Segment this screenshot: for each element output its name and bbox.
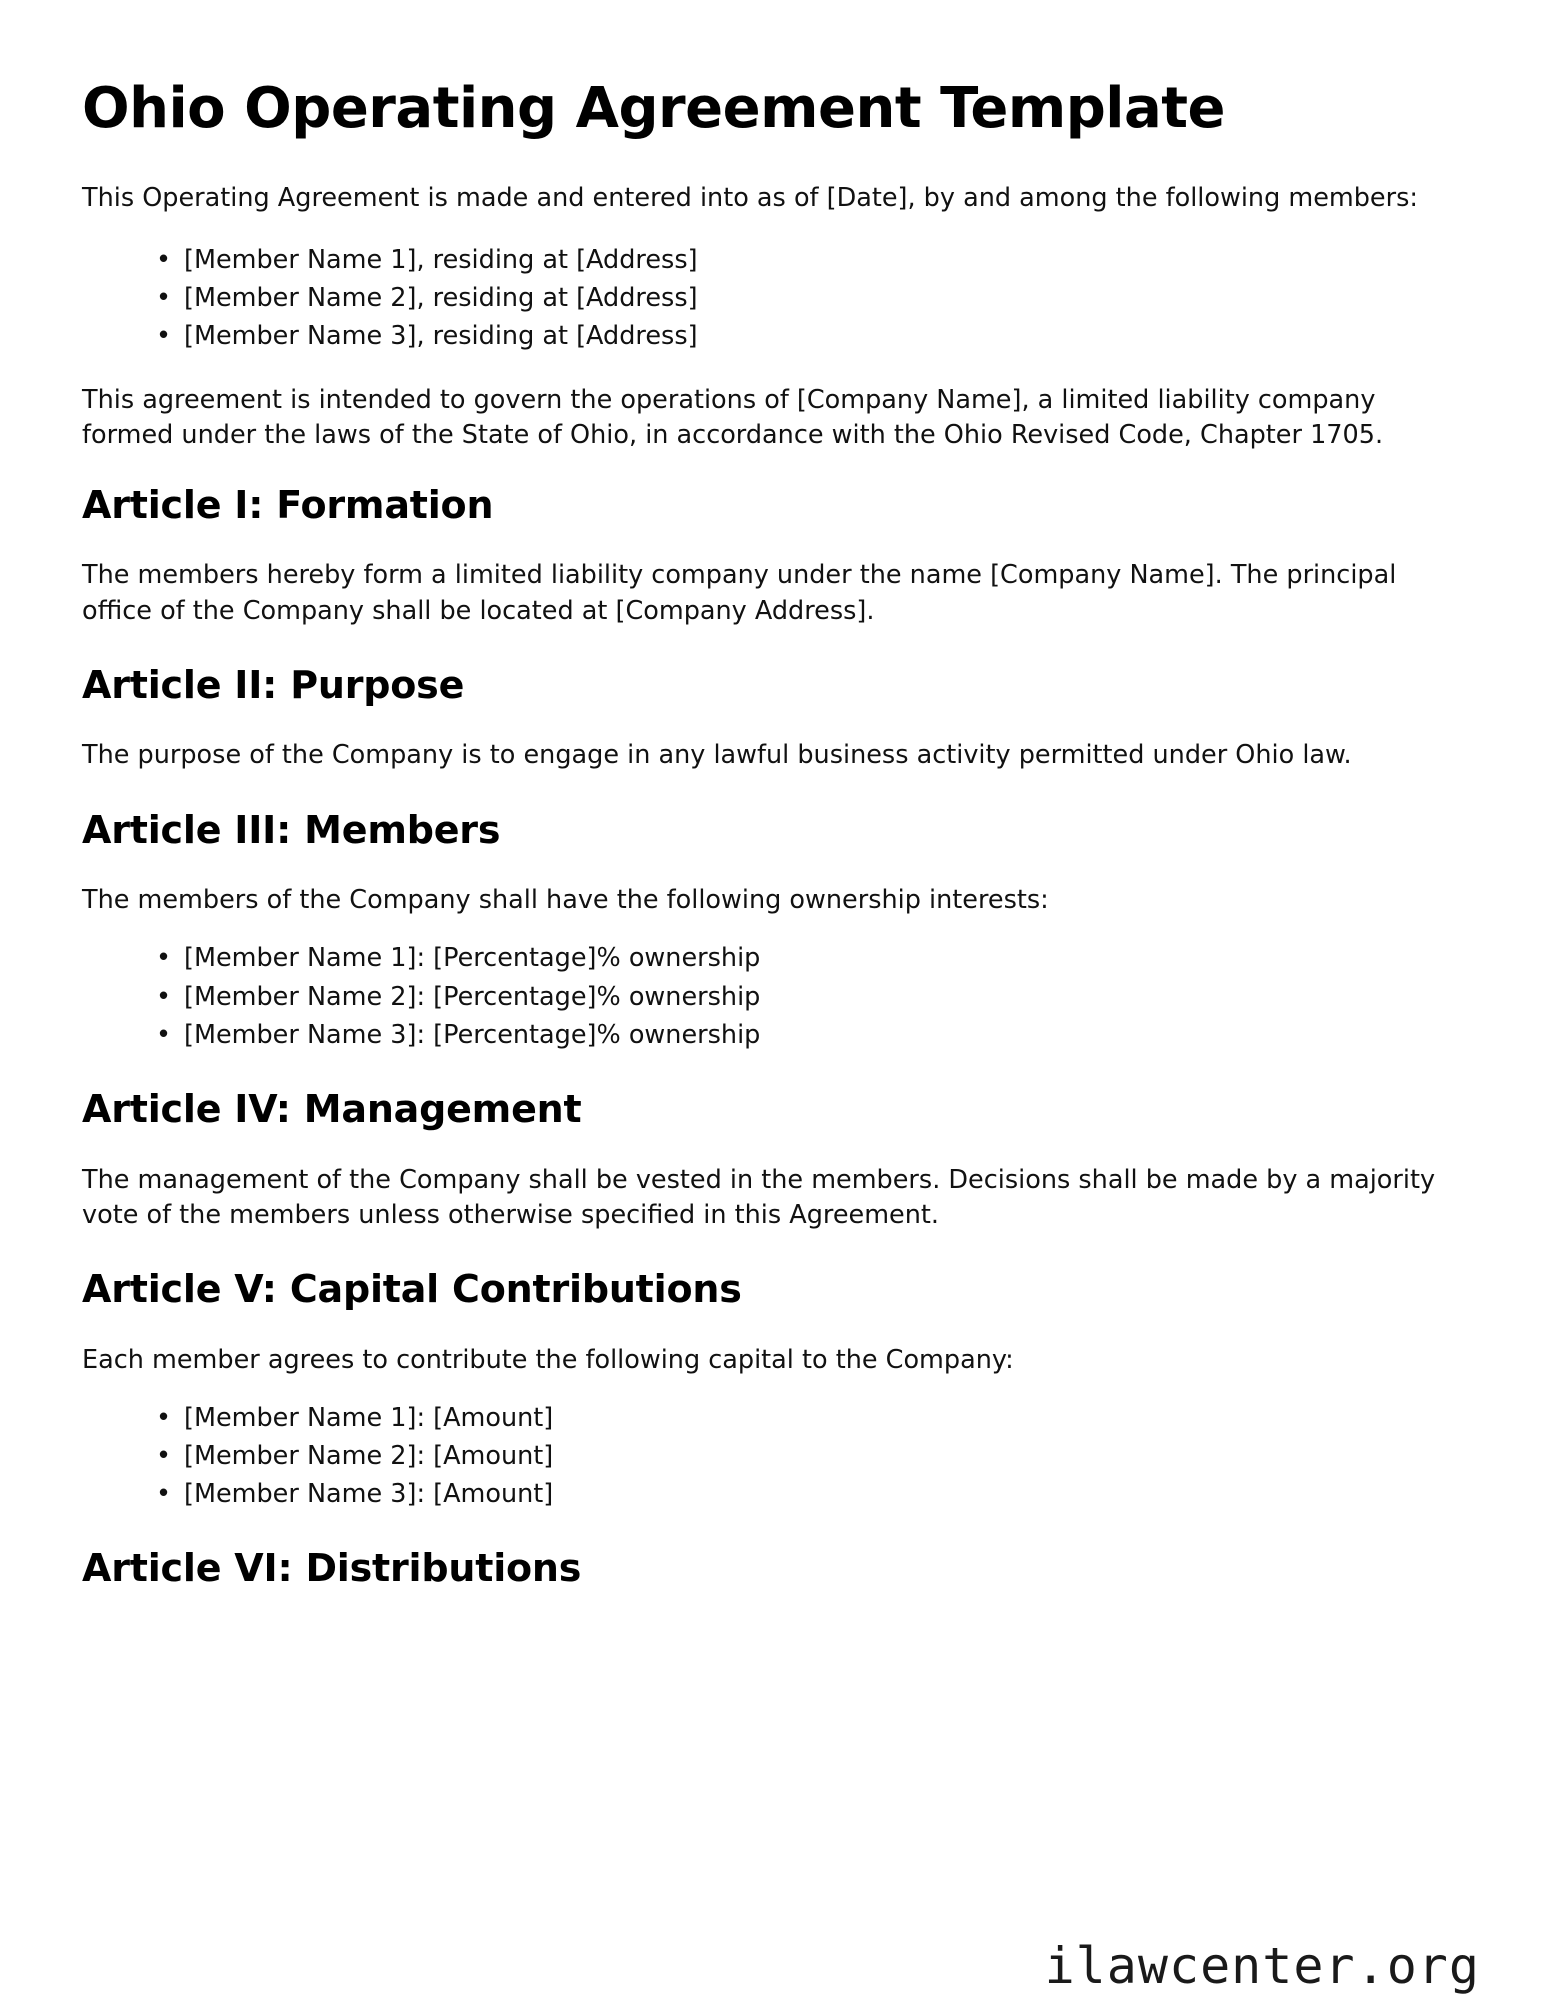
bullet-icon: • [156,283,172,314]
list-item-label: [Member Name 3], residing at [Address] [184,321,698,352]
bullet-icon: • [156,321,172,352]
members-list [82,242,1472,355]
article-heading-i: Article I: Formation [82,482,494,527]
bullet-icon: • [156,1440,172,1471]
list-item [156,318,1472,354]
article-body-iv: The management of the Company shall be vested in the members. Decisions shall be made by a majority vote of the members unless otherwise specified in this Agreement. [82,1164,1436,1230]
list-item-label: [Member Name 1], residing at [Address] [184,244,698,275]
list-item-label: [Member Name 3]: [Amount] [184,1479,554,1510]
bullet-icon: • [156,1019,172,1050]
site-watermark: ilawcenter.org [1044,1937,1480,1995]
article-heading-v: Article V: Capital Contributions [82,1267,742,1311]
list-item [156,940,1472,976]
ownership-list [82,940,1472,1053]
article-heading-ii: Article II: Purpose [82,662,465,707]
list-item-label: [Member Name 2]: [Percentage]% ownership [184,981,761,1012]
bullet-icon: • [156,943,172,974]
article-heading-vi: Article VI: Distributions [82,1546,582,1591]
capital-contributions-list [82,1400,1472,1513]
bullet-icon: • [156,1402,172,1433]
list-item [156,242,1472,278]
bullet-icon: • [156,981,172,1012]
list-item-label: [Member Name 3]: [Percentage]% ownership [184,1019,761,1050]
article-body-ii: The purpose of the Company is to engage in any lawful business activity permitted under Ohio law. [82,740,1352,771]
article-body-v: Each member agrees to contribute the following capital to the Company: [82,1344,1014,1375]
article-heading-iii: Article III: Members [82,807,501,852]
list-item [156,979,1472,1015]
bullet-icon: • [156,1479,172,1510]
list-item [156,1400,1472,1436]
article-body-i: The members hereby form a limited liability company under the name [Company Name]. The principal office of the Company shall be located at [Company Address]. [82,560,1397,626]
governing-paragraph: This agreement is intended to govern the operations of [Company Name], a limited liability company formed under the laws of the State of Ohio, in accordance with the Ohio Revised Code, Chapter 1705. [82,384,1384,450]
list-item-label: [Member Name 1]: [Percentage]% ownership [184,943,761,974]
list-item [156,1017,1472,1053]
article-body-iii: The members of the Company shall have the following ownership interests: [82,885,1049,916]
article-heading-iv: Article IV: Management [82,1087,582,1132]
intro-paragraph: This Operating Agreement is made and entered into as of [Date], by and among the following members: [82,182,1418,213]
list-item [156,1438,1472,1474]
bullet-icon: • [156,244,172,275]
list-item [156,1476,1472,1512]
list-item-label: [Member Name 2]: [Amount] [184,1440,554,1471]
list-item-label: [Member Name 2], residing at [Address] [184,283,698,314]
page-title: Ohio Operating Agreement Template [82,76,1226,141]
list-item-label: [Member Name 1]: [Amount] [184,1402,554,1433]
list-item [156,280,1472,316]
